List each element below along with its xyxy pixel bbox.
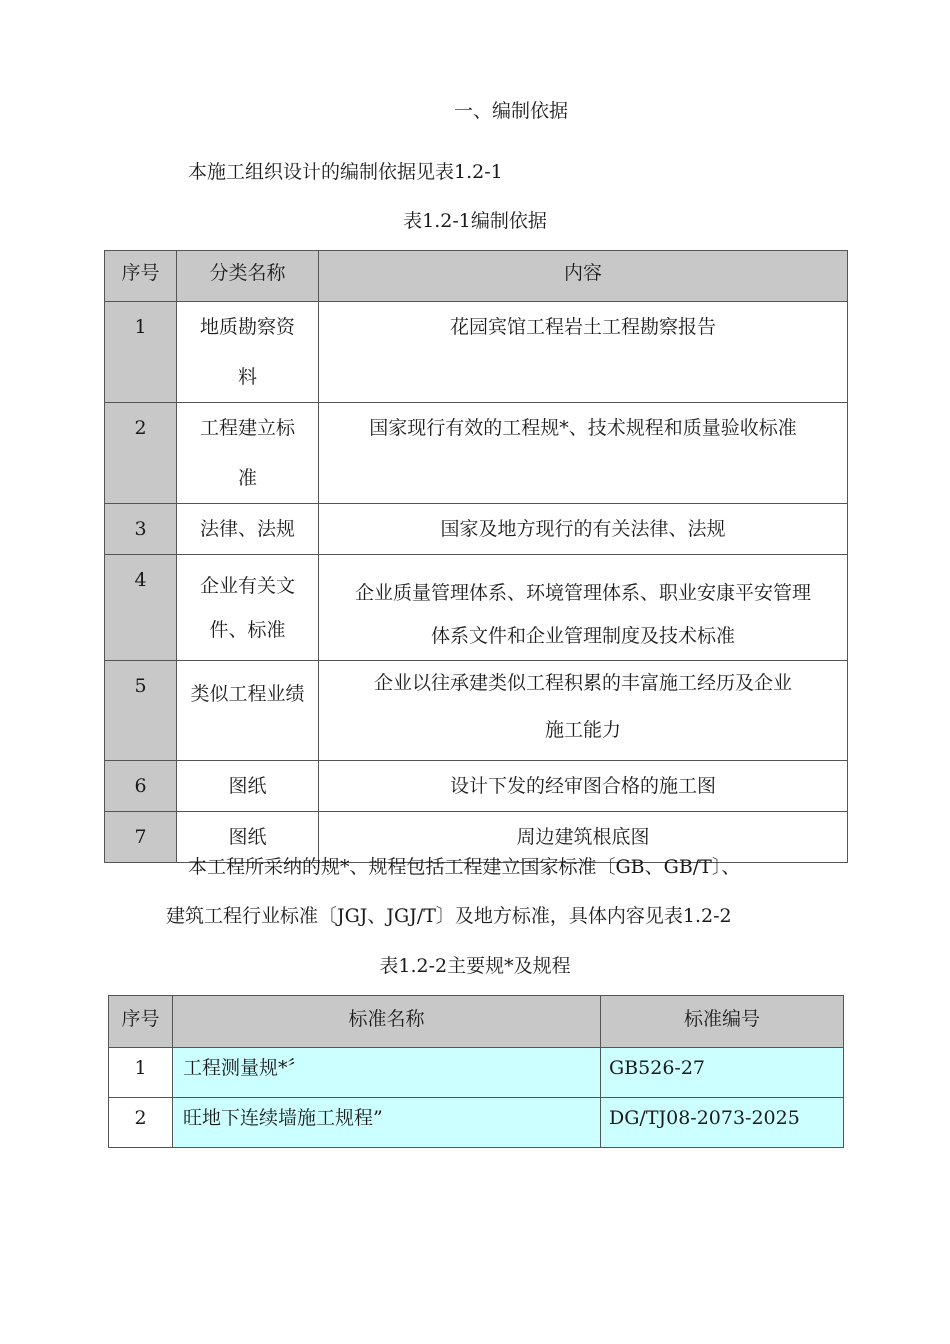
row-content: 周边建筑根底图 (319, 812, 848, 863)
header-no: 序号 (105, 251, 177, 302)
table2-caption: 表1.2-2主要规*及规程 (379, 955, 571, 977)
table-row (105, 302, 848, 403)
row-content: 国家及地方现行的有关法律、法规 (319, 504, 848, 555)
para2-line2: 建筑工程行业标准〔JGJ、JGJ/T〕及地方标准，具体内容见表1.2-2 (166, 905, 732, 927)
table-row (105, 403, 848, 504)
row-no: 5 (105, 661, 177, 761)
row-standard-name: 工程测量规*〞 (173, 1048, 601, 1098)
row-standard-name: 旺地下连续墙施工规程” (173, 1098, 601, 1148)
row-category: 类似工程业绩 (177, 661, 319, 761)
row-no: 7 (105, 812, 177, 863)
table-row (105, 761, 848, 812)
row-standard-code: GB526-27 (601, 1048, 844, 1098)
row-no: 2 (109, 1098, 173, 1148)
row-category: 图纸 (177, 761, 319, 812)
row-no: 2 (105, 403, 177, 504)
row-category: 法律、法规 (177, 504, 319, 555)
row-standard-code: DG/TJ08-2073-2025 (601, 1098, 844, 1148)
row-no: 6 (105, 761, 177, 812)
table-row (109, 1098, 844, 1148)
intro-text: 本施工组织设计的编制依据见表1.2-1 (188, 161, 503, 183)
row-category: 地质勘察资 料 (177, 302, 319, 403)
row-content: 设计下发的经审图合格的施工图 (319, 761, 848, 812)
table-row (105, 555, 848, 661)
table-row (105, 661, 848, 761)
row-category: 企业有关文 件、标准 (177, 555, 319, 661)
header-no: 序号 (109, 996, 173, 1048)
table-row (109, 1048, 844, 1098)
header-category: 分类名称 (177, 251, 319, 302)
para2-line1: 本工程所采纳的规*、规程包括工程建立国家标准〔GB、GB/T〕、 (188, 856, 741, 878)
standards-table (108, 995, 844, 1148)
table-row (105, 504, 848, 555)
header-standard-code: 标准编号 (601, 996, 844, 1048)
row-no: 1 (105, 302, 177, 403)
header-content: 内容 (319, 251, 848, 302)
section-heading: 一、编制依据 (453, 100, 568, 122)
table1-caption: 表1.2-1编制依据 (403, 210, 547, 232)
row-content: 花园宾馆工程岩土工程勘察报告 (319, 302, 848, 403)
row-no: 1 (109, 1048, 173, 1098)
row-content: 国家现行有效的工程规*、技术规程和质量验收标准 (319, 403, 848, 504)
row-category: 工程建立标 准 (177, 403, 319, 504)
row-no: 4 (105, 555, 177, 661)
header-standard-name: 标准名称 (173, 996, 601, 1048)
row-content: 企业以往承建类似工程积累的丰富施工经历及企业 施工能力 (319, 661, 848, 761)
basis-table (104, 250, 848, 863)
row-content: 企业质量管理体系、环境管理体系、职业安康平安管理 体系文件和企业管理制度及技术标准 (319, 555, 848, 661)
row-no: 3 (105, 504, 177, 555)
row-category: 图纸 (177, 812, 319, 863)
